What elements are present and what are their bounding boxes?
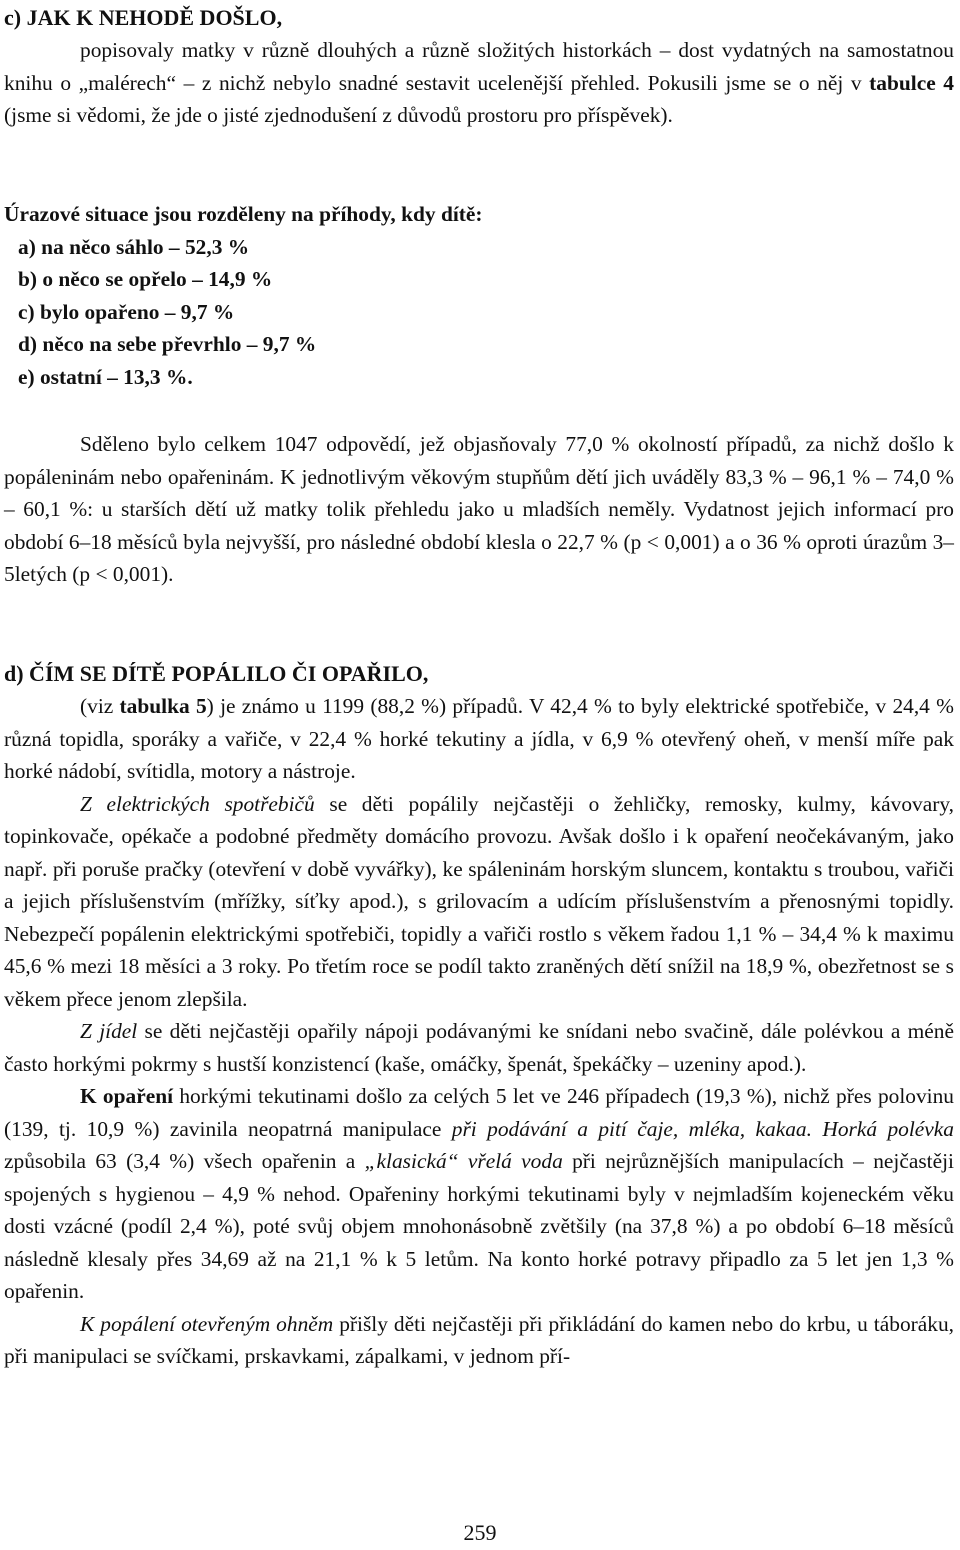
section-d-paragraph-1	[4, 690, 954, 788]
section-c-paragraph-1	[4, 34, 954, 132]
section-c-heading: c) JAK K NEHODĚ DOŠLO,	[4, 5, 283, 30]
section-d-paragraph-2	[4, 788, 954, 1016]
section-c-p1-text-c: (jsme si vědomi, že jde o jisté zjednodušení z důvodů prostoru pro příspěvek).	[4, 103, 673, 127]
section-d-p4-text-f: při nejrůznějších manipulacích – nejčastěji spojených s hygienou – 4,9 % nehod. Opařeniny horkými tekutinami byly v nejmladším kojeneckém věku dosti vzácné (podíl 2,4 %), poté svůj objem mnohonásobně zvětšily (na 37,8 %) a po období 6–18 měsíců následně klesaly přes 34,69 až na 21,1 % k 5 letům. Na konto horké potravy připadlo za 5 let jen 1,3 % opařenin.	[4, 1149, 954, 1303]
list-intro: Úrazové situace jsou rozděleny na příhody, kdy dítě:	[4, 202, 483, 226]
scalding-term: K opaření	[80, 1084, 174, 1108]
section-c-intro	[4, 34, 954, 132]
table-4-reference: tabulce 4	[869, 70, 954, 95]
section-d-paragraph-5	[4, 1308, 954, 1373]
injury-situations-list	[4, 198, 954, 393]
section-d-heading: d) ČÍM SE DÍTĚ POPÁLILO ČI OPAŘILO,	[4, 661, 429, 686]
section-c-paragraph-2: Sděleno bylo celkem 1047 odpovědí, jež objasňovaly 77,0 % okolností případů, za nichž došlo k popáleninám nebo opařeninám. K jednotlivým věkovým stupňům dětí jich uváděly 83,3 % – 96,1 % – 74,0 % – 60,1 %: u starších dětí už matky tolik přehledu jako u mladších neměly. Vydatnost jejich informací pro období 6–18 měsíců byla nejvyšší, pro následné období klesla o 22,7 % (p < 0,001) a o 36 % oproti úrazům 3–5letých (p < 0,001).	[4, 432, 954, 586]
section-d-p4-text-d: způsobila 63 (3,4 %) všech opařenin a	[4, 1149, 365, 1173]
list-item: b) o něco se opřelo – 14,9 %	[18, 267, 273, 291]
section-d-p3-text: se děti nejčastěji opařily nápoji podávanými ke snídani nebo svačině, dále polévkou a méně často horkými pokrmy s hustší konzistencí (kaše, omáčky, špenát, špekáčky – uzeniny apod.).	[4, 1019, 954, 1076]
list-item: c) bylo opařeno – 9,7 %	[18, 299, 235, 324]
electric-appliances-term: Z elektrických spotřebičů	[80, 791, 315, 816]
section-d-paragraph-3	[4, 1015, 954, 1080]
section-c-p1-text-a: popisovaly matky v různě dlouhých a různě složitých historkách – dost vydatných na samostatnou knihu o „malérech“ – z nichž nebylo snadné sestavit ucelenější přehled. Pokusili jsme se o něj v	[4, 38, 954, 95]
section-d-body	[4, 690, 954, 1373]
list-item: e) ostatní – 13,3 %.	[18, 364, 193, 389]
food-term: Z jídel	[80, 1019, 138, 1043]
page-number: 259	[463, 1520, 497, 1545]
list-item: d) něco na sebe převrhlo – 9,7 %	[18, 332, 317, 356]
section-d-p2-text: se děti popálily nejčastěji o žehličky, remosky, kulmy, kávovary, topinkovače, opékače a podobné předměty domácího provozu. Avšak došlo i k opaření neočekávaným, jako např. při poruše pračky (otevření v době vyvářky), ke spáleninám horským sluncem, kontaktu s troubou, vařiči a jejich příslušenstvím (mřížky, síťky apod.), s grilovacím a udícím příslušenstvím a přenosnými topidly. Nebezpečí popálenin elektrickými spotřebiči, topidly a vařiči rostlo s věkem řadou 1,1 % – 34,4 % k maximu 45,6 % mezi 18 měsíci a 3 roky. Po třetím roce se podíl takto zraněných dětí snížil na 18,9 %, obezřetnost se s věkem přece jenom zlepšila.	[4, 791, 954, 1011]
section-d-paragraph-4	[4, 1080, 954, 1308]
open-fire-term: K popálení otevřeným ohněm	[80, 1311, 334, 1336]
section-d-p5-text: přišly děti nejčastěji při přikládání do kamen nebo do krbu, u táboráku, při manipulaci se svíčkami, prskavkami, zápalkami, v jednom pří-	[4, 1311, 954, 1368]
table-5-reference: tabulka 5	[119, 694, 207, 718]
section-d-p1-text-c: ) je známo u 1199 (88,2 %) případů. V 42,4 % to byly elektrické spotřebiče, v 24,4 % různá topidla, sporáky a vařiče, v 22,4 % horké tekutiny a jídla, v 6,9 % otevřený oheň, v menší míře pak horké nádobí, svítidla, motory a nástroje.	[4, 694, 954, 783]
section-d-p1-text-a: (viz	[80, 694, 120, 718]
section-c-body	[4, 428, 954, 591]
serving-drinking-term: při podávání a pití čaje, mléka, kakaa. Horká polévka	[451, 1116, 954, 1141]
section-d-p4-text-b: horkými tekutinami došlo za celých 5 let ve 246 případech (19,3 %), nichž přes polovinu (139, tj. 10,9 %) zavinila neopatrná manipulace	[4, 1084, 954, 1141]
list-item: a) na něco sáhlo – 52,3 %	[18, 234, 250, 259]
boiling-water-term: „klasická“ vřelá voda	[364, 1149, 563, 1173]
